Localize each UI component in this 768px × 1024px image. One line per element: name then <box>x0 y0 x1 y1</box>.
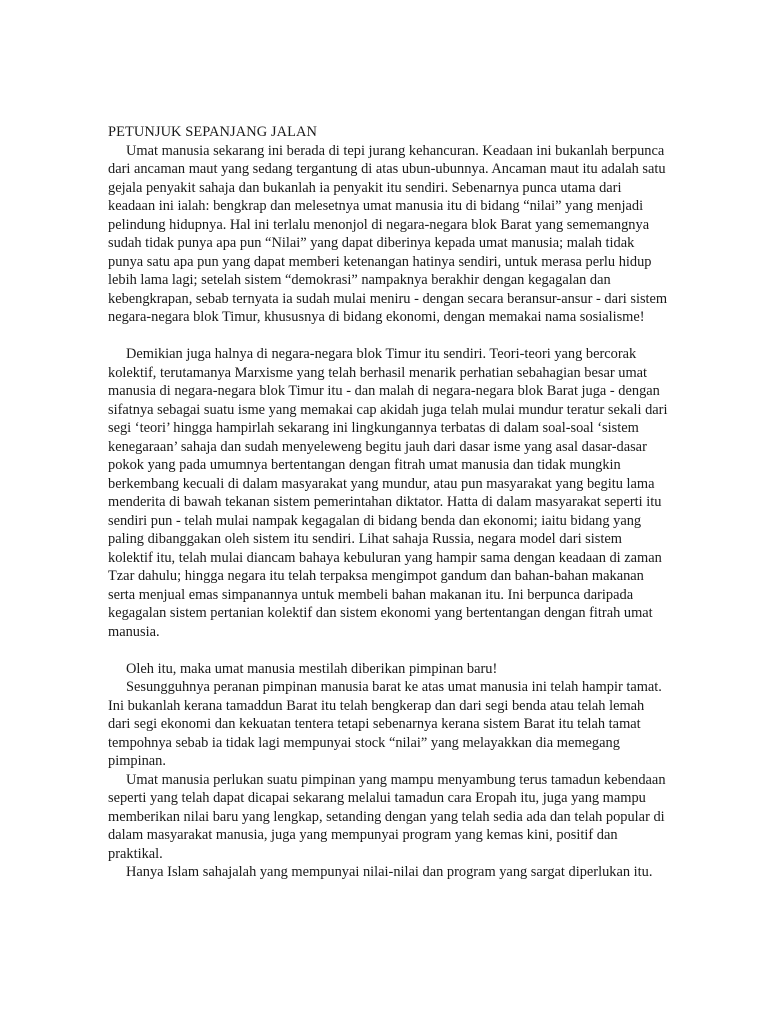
paragraph-6: Hanya Islam sahajalah yang mempunyai nilai-nilai dan program yang sargat diperlukan itu. <box>126 864 653 880</box>
paragraph-2: Demikian juga halnya di negara-negara blok Timur itu sendiri. Teori-teori yang bercorak kolektif, terutamanya Marxisme yang telah berhasil menarik perhatian sebahagian besar umat manusia di negara-negara blok Timur itu - dan malah di negara-negara blok Barat juga - dengan sifatnya sebagai suatu isme yang memakai cap akidah juga telah mulai mundur teratur sekali dari segi ‘teori’ hingga hampirlah sekarang ini lingkungannya terbatas di dalam soal-soal ‘sistem kenegaraan’ sahaja dan sudah menyeleweng begitu jauh dari dasar isme yang asal dasar-dasar pokok yang pada umumnya bertentangan dengan fitrah umat manusia dan tidak mungkin berkembang kecuali di dalam masyarakat yang mundur, atau pun masyarakat yang begitu lama menderita di bawah tekanan sistem pemerintahan diktator. Hatta di dalam masyarakat seperti itu sendiri pun - telah mulai nampak kegagalan di bidang benda dan ekonomi; iaitu bidang yang paling dibanggakan oleh sistem itu sendiri. Lihat sahaja Russia, negara model dari sistem kolektif itu, telah mulai diancam bahaya kebuluran yang hampir sama dengan keadaan di zaman Tzar dahulu; hingga negara itu telah terpaksa mengimpot gandum dan bahan-bahan makanan serta menjual emas simpanannya untuk membeli bahan makanan itu. Ini berpunca daripada kegagalan sistem pertanian kolektif dan sistem ekonomi yang bertentangan dengan fitrah umat manusia. <box>108 346 668 640</box>
paragraph-5: Umat manusia perlukan suatu pimpinan yang mampu menyambung terus tamadun kebendaan seperti yang telah dapat dicapai sekarang melalui tamadun cara Eropah itu, juga yang mampu memberikan nilai baru yang lengkap, setanding dengan yang telah sedia ada dan telah popular di dalam masyarakat manusia, juga yang mempunyai program yang kemas kini, positif dan praktikal. <box>108 771 666 862</box>
paragraph-1: Umat manusia sekarang ini berada di tepi jurang kehancuran. Keadaan ini bukanlah berpunca dari ancaman maut yang sedang tergantung di atas ubun-ubunnya. Ancaman maut itu adalah satu gejala penyakit sahaja dan bukanlah ia penyakit itu sendiri. Sebenarnya punca utama dari keadaan ini ialah: bengkrap dan melesetnya umat manusia itu di bidang “nilai” yang menjadi pelindung hidupnya. Hal ini terlalu menonjol di negara-negara blok Barat yang sememangnya sudah tidak punya apa pun “Nilai” yang dapat diberinya kepada umat manusia; malah tidak punya satu apa pun yang dapat memberi ketenangan hatinya sendiri, untuk merasa perlu hidup lebih lama lagi; setelah sistem “demokrasi” nampaknya berakhir dengan kegagalan dan kebengkrapan, sebab ternyata ia sudah mulai meniru - dengan secara beransur-ansur - dari sistem negara-negara blok Timur, khususnya di bidang ekonomi, dengan memakai nama sosialisme! <box>108 142 668 325</box>
paragraph-4: Sesungguhnya peranan pimpinan manusia barat ke atas umat manusia ini telah hampir tamat. Ini bukanlah kerana tamaddun Barat itu telah bengkerap dan dari segi benda atau telah lemah dari segi ekonomi dan kekuatan tentera tetapi sebenarnya kerana sistem Barat itu telah tamat tempohnya sebab ia tidak lagi mempunyai stock “nilai” yang melayakkan dia memegang pimpinan. <box>108 679 662 769</box>
paragraph-3: Oleh itu, maka umat manusia mestilah diberikan pimpinan baru! <box>126 660 498 677</box>
document-title: PETUNJUK SEPANJANG JALAN <box>108 124 317 140</box>
document-body <box>108 123 668 882</box>
